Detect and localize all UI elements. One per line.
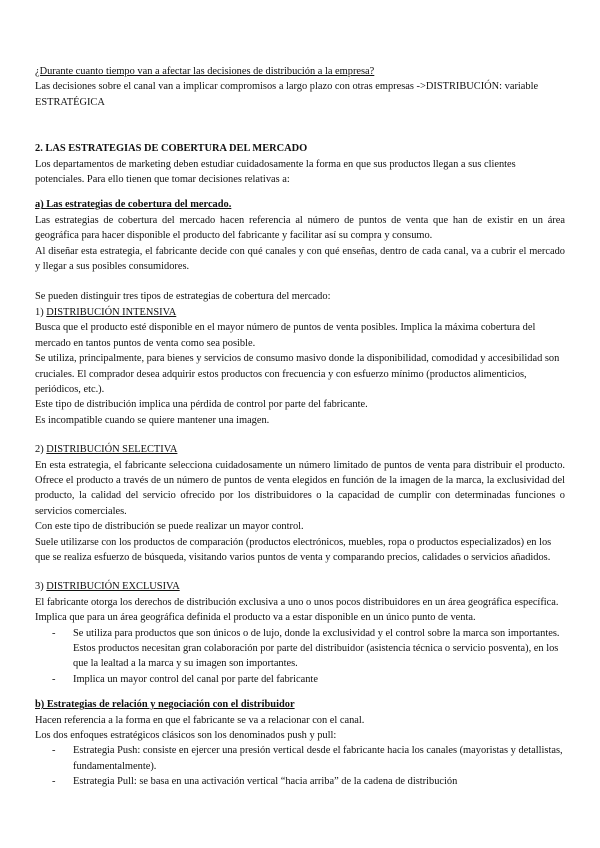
question-title: ¿Durante cuanto tiempo van a afectar las decisiones de distribución a la empresa? (35, 66, 375, 77)
exclusiva-bullet-list (35, 626, 565, 688)
push-pull-bullet-list (35, 743, 565, 789)
list-item-text: Estrategia Push: consiste en ejercer una presión vertical desde el fabricante hacia los canales (mayoristas y detallistas, fundamentalmente). (73, 745, 563, 772)
list-item-text: Estrategia Pull: se basa en una activación vertical “hacia arriba” de la cadena de distribución (73, 776, 458, 788)
exclusiva-paragraph-1: El fabricante otorga los derechos de distribución exclusiva a uno o unos pocos distribuidores en un área geográfica específica. Implica que para un área geográfica definida el producto va a estar disponible en un único punto de venta. (35, 596, 559, 624)
intensiva-paragraph-2: Se utiliza, principalmente, para bienes y servicios de consumo masivo donde la disponibilidad, comodidad y accesibilidad son cruciales. El comprador desea adquirir estos productos con frecuencia y con esfuerzo mínimo (productos alimenticios, periódicos, etc.). (35, 353, 560, 395)
subsection-b-heading: b) Estrategias de relación y negociación con el distribuidor (35, 699, 295, 711)
list-item-text: Se utiliza para productos que son únicos o de lujo, donde la exclusividad y el control sobre la marca son importantes. Estos productos necesitan gran colaboración por parte del distribuidor (asistencia técnica o servicio posventa), en los que la lealtad a la marca y su imagen son importantes. (73, 627, 560, 670)
list-item (35, 743, 565, 774)
selectiva-heading (35, 442, 565, 457)
subsection-b-paragraph-1: Hacen referencia a la forma en que el fabricante se va a relacionar con el canal. (35, 714, 365, 726)
bullet-dash: - (52, 673, 56, 685)
intensiva-paragraph-3: Este tipo de distribución implica una pérdida de control por parte del fabricante. (35, 399, 368, 411)
bullet-dash: - (52, 776, 56, 788)
document-page (35, 64, 565, 790)
intensiva-title: DISTRIBUCIÓN INTENSIVA (46, 306, 177, 318)
list-item-text: Implica un mayor control del canal por parte del fabricante (73, 673, 318, 685)
selectiva-title: DISTRIBUCIÓN SELECTIVA (46, 444, 178, 456)
section-2-heading: 2. LAS ESTRATEGIAS DE COBERTURA DEL MERCADO (35, 143, 308, 155)
selectiva-paragraph-1: En esta estrategia, el fabricante selecciona cuidadosamente un número limitado de puntos de venta para distribuir el producto. Ofrece el producto a través de un número de puntos de venta elegidos en función de la imagen de la marca, la exclusividad del producto, la calidad del servicio ofrecido por los distribuidores o la capacidad de cumplir con determinadas funciones o servicios comerciales. (35, 459, 565, 517)
intensiva-paragraph-4: Es incompatible cuando se quiere mantener una imagen. (35, 414, 270, 426)
intensiva-paragraph-1: Busca que el producto esté disponible en el mayor número de puntos de venta posibles. Implica la máxima cobertura del mercado en tantos puntos de venta como sea posible. (35, 322, 536, 349)
list-item (35, 672, 565, 687)
exclusiva-title: DISTRIBUCIÓN EXCLUSIVA (46, 581, 180, 593)
subsection-a-paragraph-1: Las estrategias de cobertura del mercado hacen referencia al número de puntos de venta que han de existir en un área geográfica para hacer disponible el producto del fabricante y facilitar así su compra y consumo. (35, 214, 565, 242)
bullet-dash: - (52, 745, 56, 757)
subsection-a-heading: a) Las estrategias de cobertura del mercado. (35, 199, 232, 211)
question-answer: Las decisiones sobre el canal van a implicar compromisos a largo plazo con otras empresas ->DISTRIBUCIÓN: variable ESTRATÉGICA (35, 81, 539, 108)
subsection-a-paragraph-2: Al diseñar esta estrategia, el fabricante decide con qué canales y con qué enseñas, dentro de cada canal, va a cubrir el mercado y llegar a sus posibles consumidores. (35, 245, 565, 273)
selectiva-number: 2) (35, 444, 47, 456)
intensiva-heading (35, 305, 565, 320)
types-intro: Se pueden distinguir tres tipos de estrategias de cobertura del mercado: (35, 291, 331, 303)
bullet-dash: - (52, 627, 56, 639)
exclusiva-heading (35, 579, 565, 594)
section-2-intro: Los departamentos de marketing deben estudiar cuidadosamente la forma en que sus productos llegan a sus clientes potenciales. Para ello tienen que tomar decisiones relativas a: (35, 158, 516, 186)
intensiva-number: 1) (35, 306, 47, 318)
selectiva-paragraph-2: Con este tipo de distribución se puede realizar un mayor control. (35, 521, 304, 533)
list-item (35, 774, 565, 789)
subsection-b-paragraph-2: Los dos enfoques estratégicos clásicos son los denominados push y pull: (35, 730, 337, 742)
selectiva-paragraph-3: Suele utilizarse con los productos de comparación (productos electrónicos, muebles, ropa o productos especializados) en los que se realiza esfuerzo de búsqueda, visitando varios puntos de venta y comparando precios, calidades o servicios añadidos. (35, 536, 552, 563)
list-item (35, 626, 565, 672)
exclusiva-number: 3) (35, 581, 47, 593)
